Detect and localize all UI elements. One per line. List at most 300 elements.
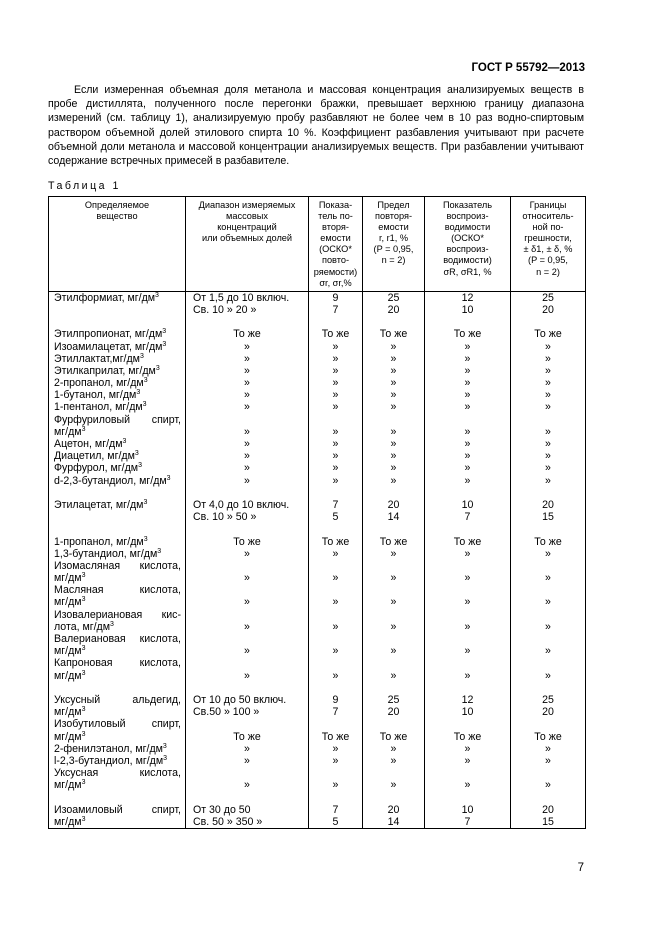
cell-value: » — [464, 474, 471, 487]
substance-text: 2-пропанол, мг/дм — [54, 377, 144, 390]
substance-name — [49, 596, 185, 608]
cell-value — [309, 560, 362, 572]
header-line: тель по- — [318, 211, 353, 222]
substance-name — [49, 377, 185, 389]
table-cell — [186, 682, 309, 792]
cell-value: » — [332, 389, 339, 402]
substance-text: 1-бутанол, мг/дм — [54, 389, 137, 402]
cell-value: » — [390, 596, 397, 609]
cell-value: 20 — [387, 498, 400, 511]
body-paragraph: Если измеренная объемная доля метанола и массовая концентрация анализируемых веществ в пробе дистиллята, полученного после перегонки бражки, превышает верхнюю границу диапазона измерений (см. таблицу 1), анализируемую пробу разбавляют не более чем в 10 раз водно-спиртовым раствором объемной долей этилового спирта 10 %. Коэффициент разбавления учитывают при расчете объемной доли метанола и массовой концентрации анализируемых веществ. При разбавлении учитывают содержание встречных примесей в разбавителе. — [48, 84, 584, 168]
cell-value: То же — [233, 328, 261, 341]
cell-value: Св. 10 » 50 » — [193, 511, 257, 524]
cell-value: » — [390, 401, 397, 414]
cell-value: 10 — [461, 706, 474, 719]
substance-name — [49, 779, 185, 791]
substance-name — [49, 304, 185, 316]
header-line: емости — [320, 233, 351, 244]
cell-value: » — [464, 596, 471, 609]
header-line: Диапазон измеряемых — [198, 200, 296, 210]
cell-value: 20 — [387, 303, 400, 316]
cell-value: 20 — [542, 803, 554, 816]
substance-name — [49, 536, 185, 548]
cell-value: То же — [321, 328, 350, 341]
cell-value: » — [244, 620, 250, 633]
cell-value: » — [464, 645, 471, 658]
cell-value: 7 — [332, 498, 339, 511]
table-cell — [511, 316, 586, 487]
substance-name — [49, 657, 185, 669]
cell-value: 10 — [461, 803, 474, 816]
table-cell — [511, 682, 586, 792]
cell-value — [186, 584, 308, 596]
cell-value: То же — [379, 535, 408, 548]
cell-value: » — [244, 754, 250, 767]
cell-value: 5 — [332, 511, 339, 524]
substance-name — [49, 475, 185, 487]
cell-value: » — [332, 754, 339, 767]
cell-value: » — [332, 352, 339, 365]
substance-name — [49, 462, 185, 474]
substance-name — [49, 584, 185, 596]
cell-value: 25 — [542, 291, 554, 304]
table-cell — [425, 523, 511, 681]
cell-value: 20 — [387, 706, 400, 719]
unit-exponent: 3 — [81, 706, 86, 714]
substance-text: Уксусный альдегид, — [54, 693, 181, 706]
cell-value: » — [332, 450, 339, 463]
cell-value: То же — [233, 730, 261, 743]
table-row — [49, 523, 586, 681]
header-line: (ОСКО* — [319, 244, 352, 255]
header-line: ной по- — [532, 222, 564, 233]
cell-value: » — [464, 779, 471, 792]
cell-value: » — [244, 377, 250, 390]
cell-value: » — [545, 425, 551, 438]
cell-value: » — [545, 645, 551, 658]
cell-value: » — [332, 364, 339, 377]
cell-value: » — [545, 620, 551, 633]
header-line: (P = 0,95, — [373, 244, 414, 255]
unit-exponent: 3 — [138, 462, 142, 470]
header-line: вещество — [96, 211, 138, 222]
cell-value: » — [244, 779, 250, 792]
cell-value — [511, 657, 585, 669]
cell-value: 15 — [542, 511, 554, 524]
cell-value: » — [332, 425, 339, 438]
cell-value: От 10 до 50 включ. — [193, 693, 287, 706]
cell-value: От 30 до 50 — [193, 803, 251, 816]
cell-value — [309, 767, 362, 779]
cell-value: » — [545, 669, 551, 682]
cell-value: » — [390, 572, 397, 585]
cell-value: » — [390, 547, 397, 560]
cell-value: » — [244, 742, 250, 755]
unit-exponent: 3 — [155, 364, 160, 372]
header-line: воспроиз- — [446, 211, 489, 222]
header-line: ряемости) — [313, 266, 358, 277]
cell-value — [511, 767, 585, 779]
cell-value — [425, 657, 510, 669]
substance-name — [49, 572, 185, 584]
cell-value: » — [244, 462, 250, 475]
cell-value: » — [545, 474, 551, 487]
substance-text: Фурфурол, мг/дм — [54, 462, 139, 475]
substance-name — [49, 353, 185, 365]
cell-value: » — [464, 754, 471, 767]
cell-value: То же — [379, 730, 408, 743]
cell-value: » — [244, 352, 250, 365]
table-cell — [49, 682, 186, 792]
table-cell — [49, 523, 186, 681]
substance-text: мг/дм — [54, 645, 82, 658]
table-cell — [186, 523, 309, 681]
cell-value — [363, 414, 424, 426]
table-caption: Таблица 1 — [48, 180, 121, 192]
substance-text: 1,3-бутандиол, мг/дм — [54, 547, 158, 560]
substance-name — [49, 292, 185, 304]
table-row — [49, 316, 586, 487]
cell-value: 7 — [464, 815, 471, 828]
unit-exponent: 3 — [81, 730, 86, 738]
header-line: емости — [378, 222, 409, 233]
substance-name — [49, 670, 185, 682]
unit-exponent: 3 — [81, 596, 86, 604]
table-cell — [511, 291, 586, 316]
cell-value: » — [244, 450, 250, 463]
substance-text: Этилацетат, мг/дм — [54, 498, 144, 511]
table-cell — [186, 487, 309, 524]
unit-exponent: 3 — [157, 547, 162, 555]
cell-value: » — [390, 742, 397, 755]
cell-value: » — [390, 352, 397, 365]
cell-value — [363, 657, 424, 669]
data-table — [48, 196, 586, 829]
substance-name — [49, 633, 185, 645]
substance-text: мг/дм — [54, 669, 82, 682]
cell-value: » — [332, 438, 339, 450]
cell-value: 20 — [542, 498, 554, 511]
cell-value: 25 — [387, 291, 400, 304]
col-error-bounds-header — [511, 197, 586, 292]
cell-value: » — [464, 450, 471, 463]
cell-value: » — [244, 572, 250, 585]
table-row — [49, 487, 586, 524]
cell-value — [425, 718, 510, 730]
cell-value: 7 — [332, 303, 339, 316]
table-cell — [49, 791, 186, 828]
unit-exponent: 3 — [81, 645, 86, 653]
cell-value: » — [332, 645, 339, 658]
header-line: или объемных долей — [201, 233, 293, 244]
cell-value: То же — [233, 535, 261, 548]
cell-value: » — [244, 474, 250, 487]
unit-exponent: 3 — [136, 389, 141, 397]
substance-text: Этилпропионат, мг/дм — [54, 328, 163, 341]
header-line: Показатель — [442, 200, 493, 210]
table-row — [49, 682, 586, 792]
cell-value: » — [390, 645, 397, 658]
substance-name — [49, 328, 185, 340]
substance-text: мг/дм — [54, 706, 82, 719]
cell-value: » — [390, 620, 397, 633]
cell-value: » — [244, 401, 250, 414]
cell-value: » — [390, 450, 397, 463]
cell-value: » — [545, 742, 551, 755]
substance-text: Изомасляная кислота, — [54, 559, 181, 572]
substance-text: Этилкаприлат, мг/дм — [54, 364, 156, 377]
cell-value — [186, 767, 308, 779]
col-substance-header — [49, 197, 186, 292]
unit-exponent: 3 — [163, 754, 168, 762]
cell-value: От 1,5 до 10 включ. — [193, 291, 290, 304]
cell-value: » — [332, 474, 339, 487]
substance-name — [49, 414, 185, 426]
cell-value — [511, 414, 585, 426]
cell-value — [511, 718, 585, 730]
cell-value — [425, 414, 510, 426]
unit-exponent: 3 — [139, 352, 144, 360]
cell-value: » — [332, 572, 339, 585]
cell-value: 20 — [542, 706, 554, 719]
cell-value: » — [464, 438, 471, 450]
substance-name — [49, 743, 185, 755]
table-cell — [511, 523, 586, 681]
cell-value: » — [545, 450, 551, 463]
table-row — [49, 791, 586, 828]
cell-value: » — [464, 401, 471, 414]
cell-value: » — [390, 364, 397, 377]
cell-value — [425, 584, 510, 596]
cell-value: » — [464, 364, 471, 377]
cell-value — [186, 657, 308, 669]
cell-value: » — [332, 401, 339, 414]
header-line: повторя- — [374, 211, 413, 222]
table-cell — [309, 682, 363, 792]
substance-text: Ацетон, мг/дм — [54, 438, 123, 450]
table-cell — [49, 487, 186, 524]
unit-exponent: 3 — [162, 328, 167, 336]
cell-value: » — [464, 377, 471, 390]
table-cell — [425, 291, 511, 316]
substance-name — [49, 816, 185, 828]
cell-value: То же — [379, 328, 408, 341]
unit-exponent: 3 — [143, 377, 148, 385]
substance-name — [49, 438, 185, 450]
substance-name — [49, 560, 185, 572]
cell-value: Св. 10 » 20 » — [193, 303, 257, 316]
substance-name — [49, 401, 185, 413]
cell-value — [363, 584, 424, 596]
substance-name — [49, 706, 185, 718]
substance-name — [49, 755, 185, 767]
unit-exponent: 3 — [81, 779, 86, 787]
cell-value — [425, 767, 510, 779]
substance-text: 1-пропанол, мг/дм — [54, 535, 144, 548]
unit-exponent: 3 — [142, 401, 147, 409]
cell-value: » — [545, 340, 551, 353]
substance-text: 1-пентанол, мг/дм — [54, 401, 143, 414]
cell-value: То же — [453, 730, 482, 743]
cell-value — [363, 609, 424, 621]
header-line: n = 2) — [536, 266, 560, 277]
cell-value: » — [545, 754, 551, 767]
cell-value: » — [244, 438, 250, 450]
substance-text: Фурфуриловый спирт, — [54, 413, 181, 426]
cell-value: » — [464, 340, 471, 353]
unit-exponent: 3 — [81, 572, 86, 580]
header-line: Определяемое — [84, 200, 150, 210]
cell-value: » — [464, 620, 471, 633]
cell-value: 9 — [332, 693, 339, 706]
cell-value: » — [332, 779, 339, 792]
substance-name — [49, 804, 185, 816]
cell-value: » — [332, 340, 339, 353]
header-line: вторя- — [322, 222, 349, 233]
cell-value — [309, 657, 362, 669]
cell-value: » — [464, 462, 471, 475]
table-cell — [186, 291, 309, 316]
unit-exponent: 3 — [162, 742, 167, 750]
table-cell — [309, 291, 363, 316]
cell-value — [309, 414, 362, 426]
cell-value — [186, 609, 308, 621]
table-cell — [425, 487, 511, 524]
unit-exponent: 3 — [81, 669, 86, 677]
substance-text: Валериановая кислота, — [54, 633, 181, 645]
table-cell — [363, 682, 425, 792]
cell-value: Св.50 » 100 » — [193, 706, 260, 719]
cell-value: То же — [534, 535, 562, 548]
cell-value — [425, 560, 510, 572]
table-cell — [309, 487, 363, 524]
substance-text: лота, мг/дм — [54, 620, 111, 633]
cell-value: » — [464, 389, 471, 402]
header-line: n = 2) — [381, 255, 406, 266]
cell-value: » — [390, 669, 397, 682]
cell-value: » — [332, 669, 339, 682]
cell-value: » — [464, 547, 471, 560]
cell-value: » — [390, 425, 397, 438]
table-cell — [309, 316, 363, 487]
substance-text: Диацетил, мг/дм — [54, 450, 135, 463]
unit-exponent: 3 — [143, 498, 148, 506]
cell-value: 10 — [461, 498, 474, 511]
cell-value: 14 — [387, 511, 400, 524]
substance-text: мг/дм — [54, 596, 82, 609]
substance-name — [49, 767, 185, 779]
cell-value — [309, 718, 362, 730]
cell-value: » — [244, 389, 250, 402]
cell-value: » — [545, 596, 551, 609]
substance-name — [49, 694, 185, 706]
cell-value: 7 — [332, 803, 339, 816]
cell-value — [186, 560, 308, 572]
cell-value: То же — [534, 730, 562, 743]
cell-value: » — [332, 742, 339, 755]
header-line: грешности, — [524, 233, 572, 244]
header-line: воспроиз- — [446, 244, 489, 255]
table-body — [49, 291, 586, 828]
unit-exponent: 3 — [134, 450, 139, 458]
unit-exponent: 3 — [155, 291, 159, 299]
substance-text: мг/дм — [54, 815, 82, 828]
cell-value: » — [545, 547, 551, 560]
table-cell — [49, 291, 186, 316]
cell-value: » — [244, 340, 250, 353]
table-cell — [363, 316, 425, 487]
unit-exponent: 3 — [81, 815, 86, 823]
header-line: относитель- — [522, 211, 574, 222]
cell-value: Св. 50 » 350 » — [193, 815, 263, 828]
substance-name — [49, 548, 185, 560]
substance-text: мг/дм — [54, 730, 82, 743]
cell-value: » — [545, 401, 551, 414]
unit-exponent: 3 — [81, 425, 86, 433]
header-line: ± δ1, ± δ, % — [523, 244, 573, 255]
cell-value: От 4,0 до 10 включ. — [193, 498, 290, 511]
table-cell — [309, 523, 363, 681]
substance-name — [49, 621, 185, 633]
cell-value — [511, 609, 585, 621]
substance-text: Капроновая кислота, — [54, 657, 181, 670]
cell-value: » — [244, 596, 250, 609]
header-line: водимости) — [443, 255, 492, 266]
substance-text: Изовалериановая кис- — [54, 608, 181, 621]
substance-name — [49, 731, 185, 743]
cell-value: То же — [321, 535, 350, 548]
table-cell — [186, 316, 309, 487]
cell-value: » — [332, 620, 339, 633]
cell-value — [425, 609, 510, 621]
substance-text: Изоамиловый спирт, — [54, 803, 181, 816]
substance-text: Масляная кислота, — [54, 584, 181, 597]
header-line: (ОСКО* — [451, 233, 484, 244]
col-repeatability-index-header — [309, 197, 363, 292]
unit-exponent: 3 — [143, 535, 148, 543]
cell-value: 9 — [332, 291, 339, 304]
header-line: концентраций — [217, 222, 277, 233]
cell-value: » — [545, 352, 551, 365]
col-reproducibility-index-header — [425, 197, 511, 292]
header-line: массовых — [226, 211, 268, 222]
cell-value — [186, 414, 308, 426]
cell-value: То же — [453, 535, 482, 548]
table-cell — [425, 682, 511, 792]
substance-text: d-2,3-бутандиол, мг/дм — [54, 474, 167, 487]
cell-value: То же — [534, 328, 562, 341]
substance-name — [49, 645, 185, 657]
cell-value — [425, 633, 510, 645]
substance-text: мг/дм — [54, 572, 82, 585]
substance-name — [49, 609, 185, 621]
header-line: водимости — [444, 222, 491, 233]
cell-value: » — [332, 547, 339, 560]
cell-value: 7 — [332, 706, 339, 719]
header-line: (P = 0,95, — [528, 255, 568, 266]
substance-text: 2-фенилэтанол, мг/дм — [54, 742, 163, 755]
table-row — [49, 291, 586, 316]
cell-value: » — [545, 364, 551, 377]
cell-value: » — [390, 474, 397, 487]
cell-value: 10 — [461, 303, 474, 316]
substance-name — [49, 389, 185, 401]
table-cell — [425, 791, 511, 828]
unit-exponent: 3 — [110, 620, 114, 628]
unit-exponent: 3 — [162, 340, 167, 348]
cell-value: 14 — [387, 815, 400, 828]
cell-value: » — [545, 389, 551, 402]
